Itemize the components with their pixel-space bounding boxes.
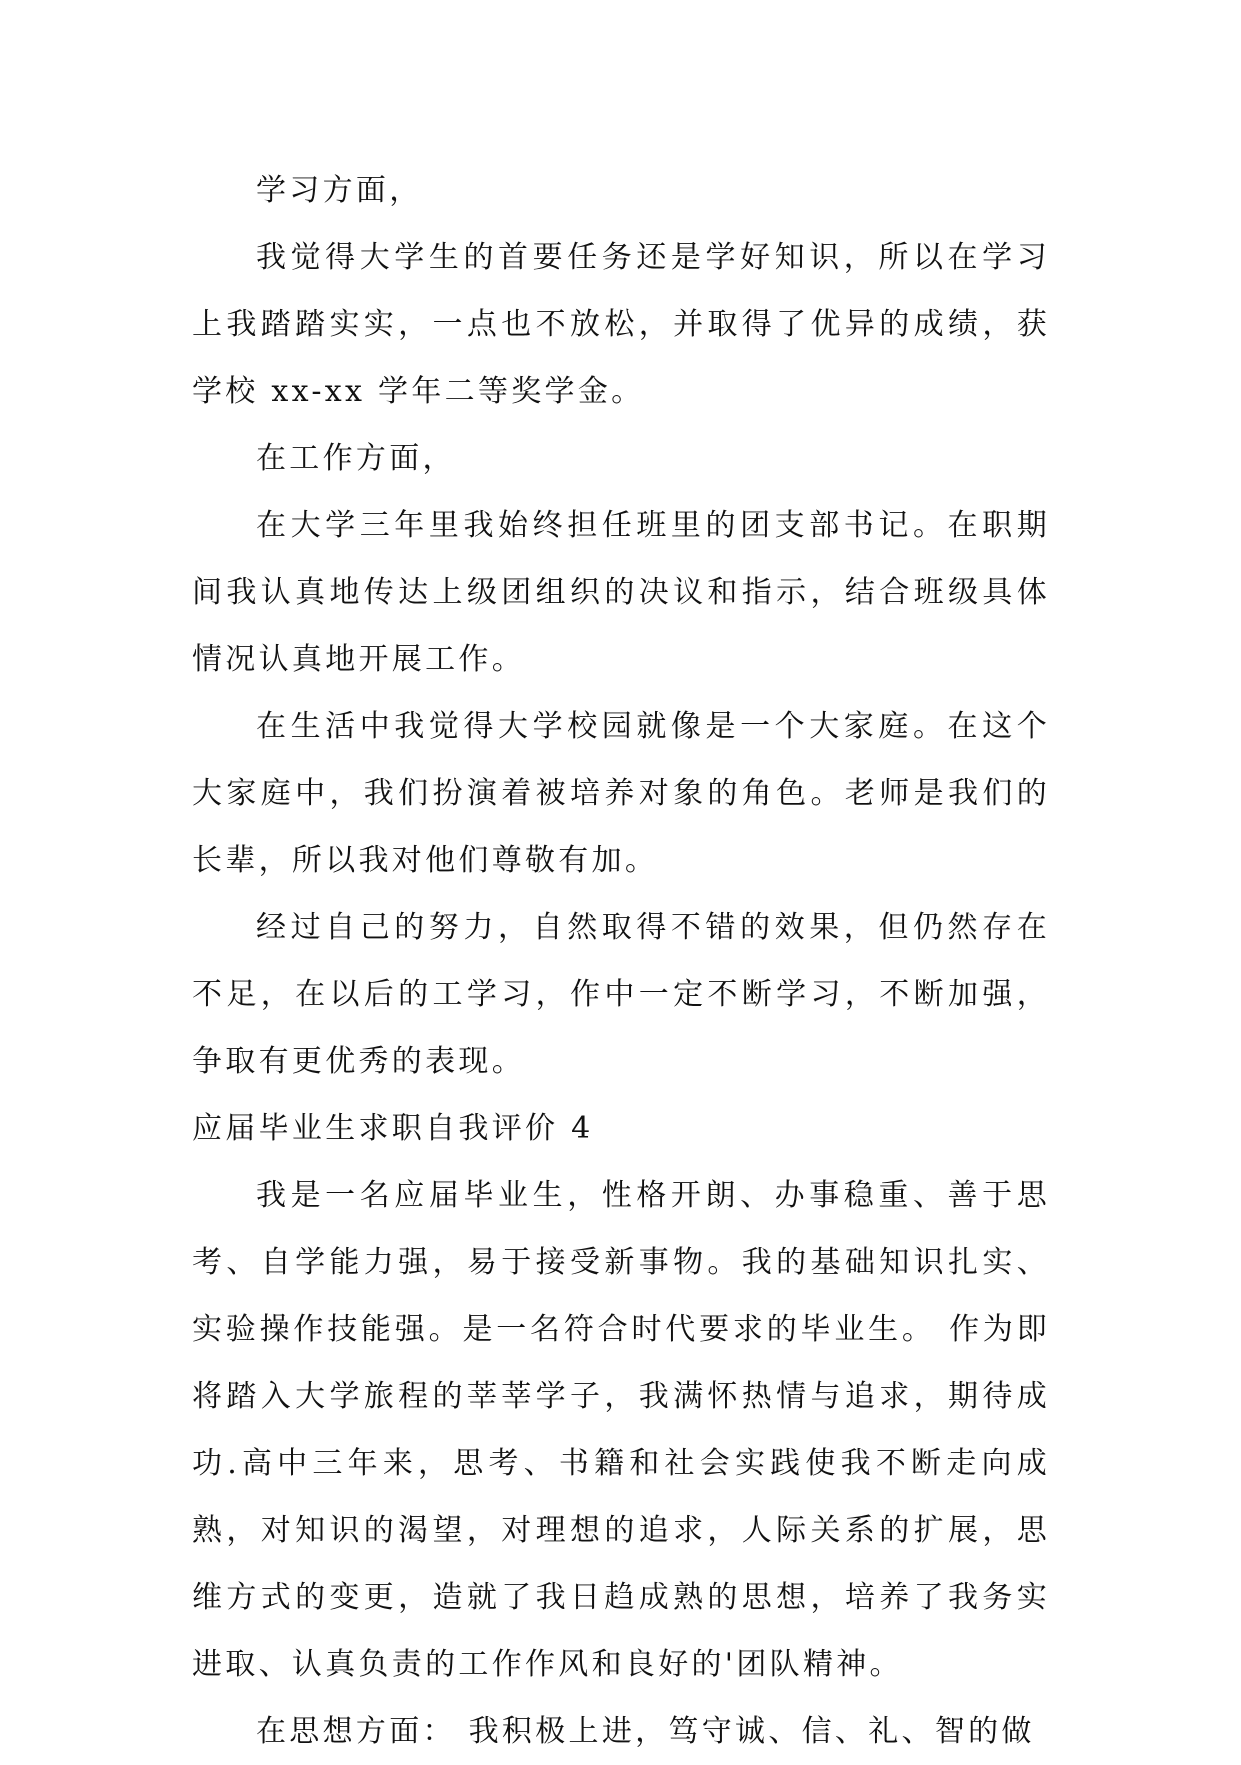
paragraph-self-evaluation: 我是一名应届毕业生，性格开朗、办事稳重、善于思考、自学能力强，易于接受新事物。我的基础知识扎实、实验操作技能强。是一名符合时代要求的毕业生。 作为即将踏入大学旅程的莘莘学子，我满怀热情与追求，期待成功.高中三年来，思考、书籍和社会实践使我不断走向成熟，对知识的渴望，对理想的追求，人际关系的扩展，思维方式的变更，造就了我日趋成熟的思想，培养了我务实进取、认真负责的工作作风和良好的'团队精神。: [192, 1178, 1050, 1682]
section-heading: 应届毕业生求职自我评价 4: [192, 1111, 594, 1146]
document-body: [192, 157, 1050, 1765]
paragraph-study-heading: 学习方面，: [256, 173, 423, 208]
paragraph-study: 我觉得大学生的首要任务还是学好知识，所以在学习上我踏踏实实，一点也不放松，并取得了优异的成绩，获学校 xx-xx 学年二等奖学金。: [192, 240, 1050, 409]
paragraph-summary: 经过自己的努力，自然取得不错的效果，但仍然存在不足，在以后的工学习，作中一定不断学习，不断加强，争取有更优秀的表现。: [192, 910, 1050, 1079]
paragraph-work: 在大学三年里我始终担任班里的团支部书记。在职期间我认真地传达上级团组织的决议和指示，结合班级具体情况认真地开展工作。: [192, 508, 1050, 677]
paragraph-work-heading: 在工作方面，: [256, 441, 456, 476]
paragraph-thought: 在思想方面： 我积极上进，笃守诚、信、礼、智的做: [256, 1714, 1035, 1749]
paragraph-life: 在生活中我觉得大学校园就像是一个大家庭。在这个大家庭中，我们扮演着被培养对象的角色。老师是我们的长辈，所以我对他们尊敬有加。: [192, 709, 1050, 878]
